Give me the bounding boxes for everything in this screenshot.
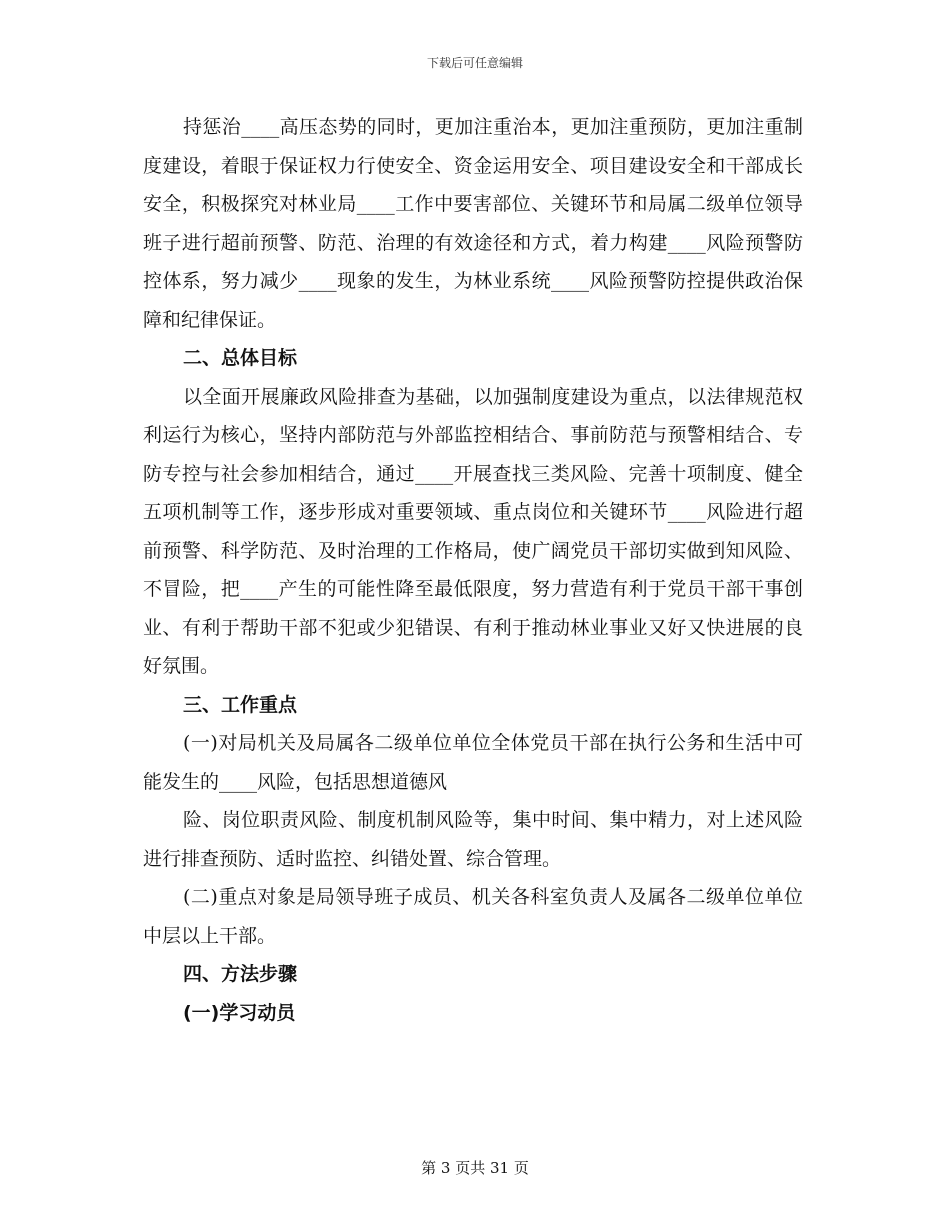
page-footer: 第 3 页共 31 页 [421,1159,529,1177]
paragraph-1: 持惩治____高压态势的同时，更加注重治本，更加注重预防，更加注重制度建设，着眼于保证权力行使安全、资金运用安全、项目建设安全和干部成长安全，积极探究对林业局____工作中要害部位、关键环节和局属二级单位领导班子进行超前预警、防范、治理的有效途径和方式，着力构建____风险预警防控体系，努力减少____现象的发生，为林业系统____风险预警防控提供政治保障和纪律保证。 [143,116,803,331]
page-header: 下载后可任意编辑 [426,56,523,70]
section-heading-3: 三、工作重点 [183,693,298,716]
paragraph-4: 险、岗位职责风险、制度机制风险等，集中时间、集中精力，对上述风险进行排查预防、适时监控、纠错处置、综合管理。 [143,809,803,870]
section-heading-4: 四、方法步骤 [183,963,298,985]
paragraph-3: (一)对局机关及局属各二级单位单位全体党员干部在执行公务和生活中可能发生的____风险，包括思想道德风 [143,732,803,793]
subsection-heading-1: (一)学习动员 [183,1001,296,1024]
paragraph-5: (二)重点对象是局领导班子成员、机关各科室负责人及属各二级单位单位中层以上干部。 [143,886,803,947]
document-body [143,108,803,1032]
paragraph-2: 以全面开展廉政风险排查为基础，以加强制度建设为重点，以法律规范权利运行为核心，坚持内部防范与外部监控相结合、事前防范与预警相结合、专防专控与社会参加相结合，通过____开展查找三类风险、完善十项制度、健全五项机制等工作，逐步形成对重要领域、重点岗位和关键环节____风险进行超前预警、科学防范、及时治理的工作格局，使广阔党员干部切实做到知风险、不冒险，把____产生的可能性降至最低限度，努力营造有利于党员干部干事创业、有利于帮助干部不犯或少犯错误、有利于推动林业事业又好又快进展的良好氛围。 [143,385,803,677]
section-heading-2: 二、总体目标 [183,347,298,369]
